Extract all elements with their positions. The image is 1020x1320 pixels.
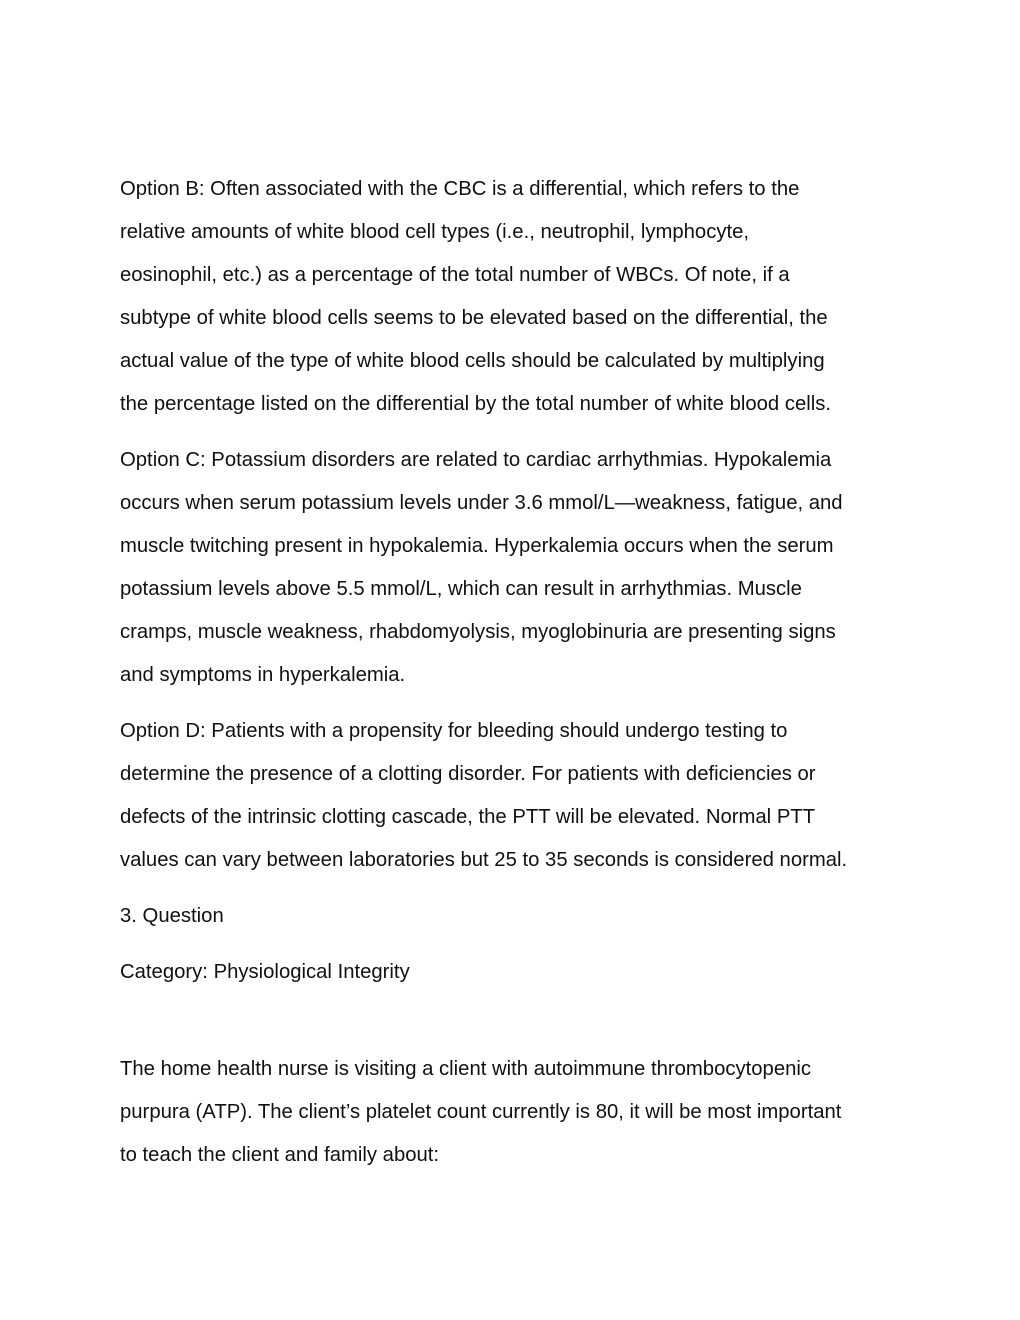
text-line: Option D: Patients with a propensity for bleeding should undergo testing to [120,720,788,742]
text-line: occurs when serum potassium levels under 3.6 mmol/L—weakness, fatigue, and [120,492,843,514]
question-stem [120,1048,910,1177]
text-line: Option B: Often associated with the CBC is a differential, which refers to the [120,178,800,200]
text-line: defects of the intrinsic clotting cascade, the PTT will be elevated. Normal PTT [120,806,816,828]
text-line: the percentage listed on the differential by the total number of white blood cells. [120,393,832,415]
text-line: muscle twitching present in hypokalemia. Hyperkalemia occurs when the serum [120,535,834,557]
text-line: eosinophil, etc.) as a percentage of the total number of WBCs. Of note, if a [120,264,790,286]
text-line: determine the presence of a clotting disorder. For patients with deficiencies or [120,763,816,785]
text-line: purpura (ATP). The client’s platelet count currently is 80, it will be most important [120,1101,842,1123]
category-label: Category: Physiological Integrity [120,961,410,983]
text-line: Option C: Potassium disorders are related to cardiac arrhythmias. Hypokalemia [120,449,832,471]
text-line: relative amounts of white blood cell types (i.e., neutrophil, lymphocyte, [120,221,750,243]
question-number: 3. Question [120,905,224,927]
text-line: subtype of white blood cells seems to be elevated based on the differential, the [120,307,828,329]
option-c-paragraph [120,439,910,697]
text-line: The home health nurse is visiting a client with autoimmune thrombocytopenic [120,1058,812,1080]
question-category [120,951,910,994]
option-d-paragraph [120,710,910,882]
question-heading [120,895,910,938]
text-line: to teach the client and family about: [120,1144,440,1166]
text-line: values can vary between laboratories but 25 to 35 seconds is considered normal. [120,849,848,871]
text-line: cramps, muscle weakness, rhabdomyolysis, myoglobinuria are presenting signs [120,621,836,643]
option-b-paragraph [120,168,910,426]
text-line: and symptoms in hyperkalemia. [120,664,406,686]
text-line: potassium levels above 5.5 mmol/L, which can result in arrhythmias. Muscle [120,578,802,600]
document-body [120,168,910,1190]
spacer [120,1007,910,1048]
text-line: actual value of the type of white blood cells should be calculated by multiplying [120,350,825,372]
